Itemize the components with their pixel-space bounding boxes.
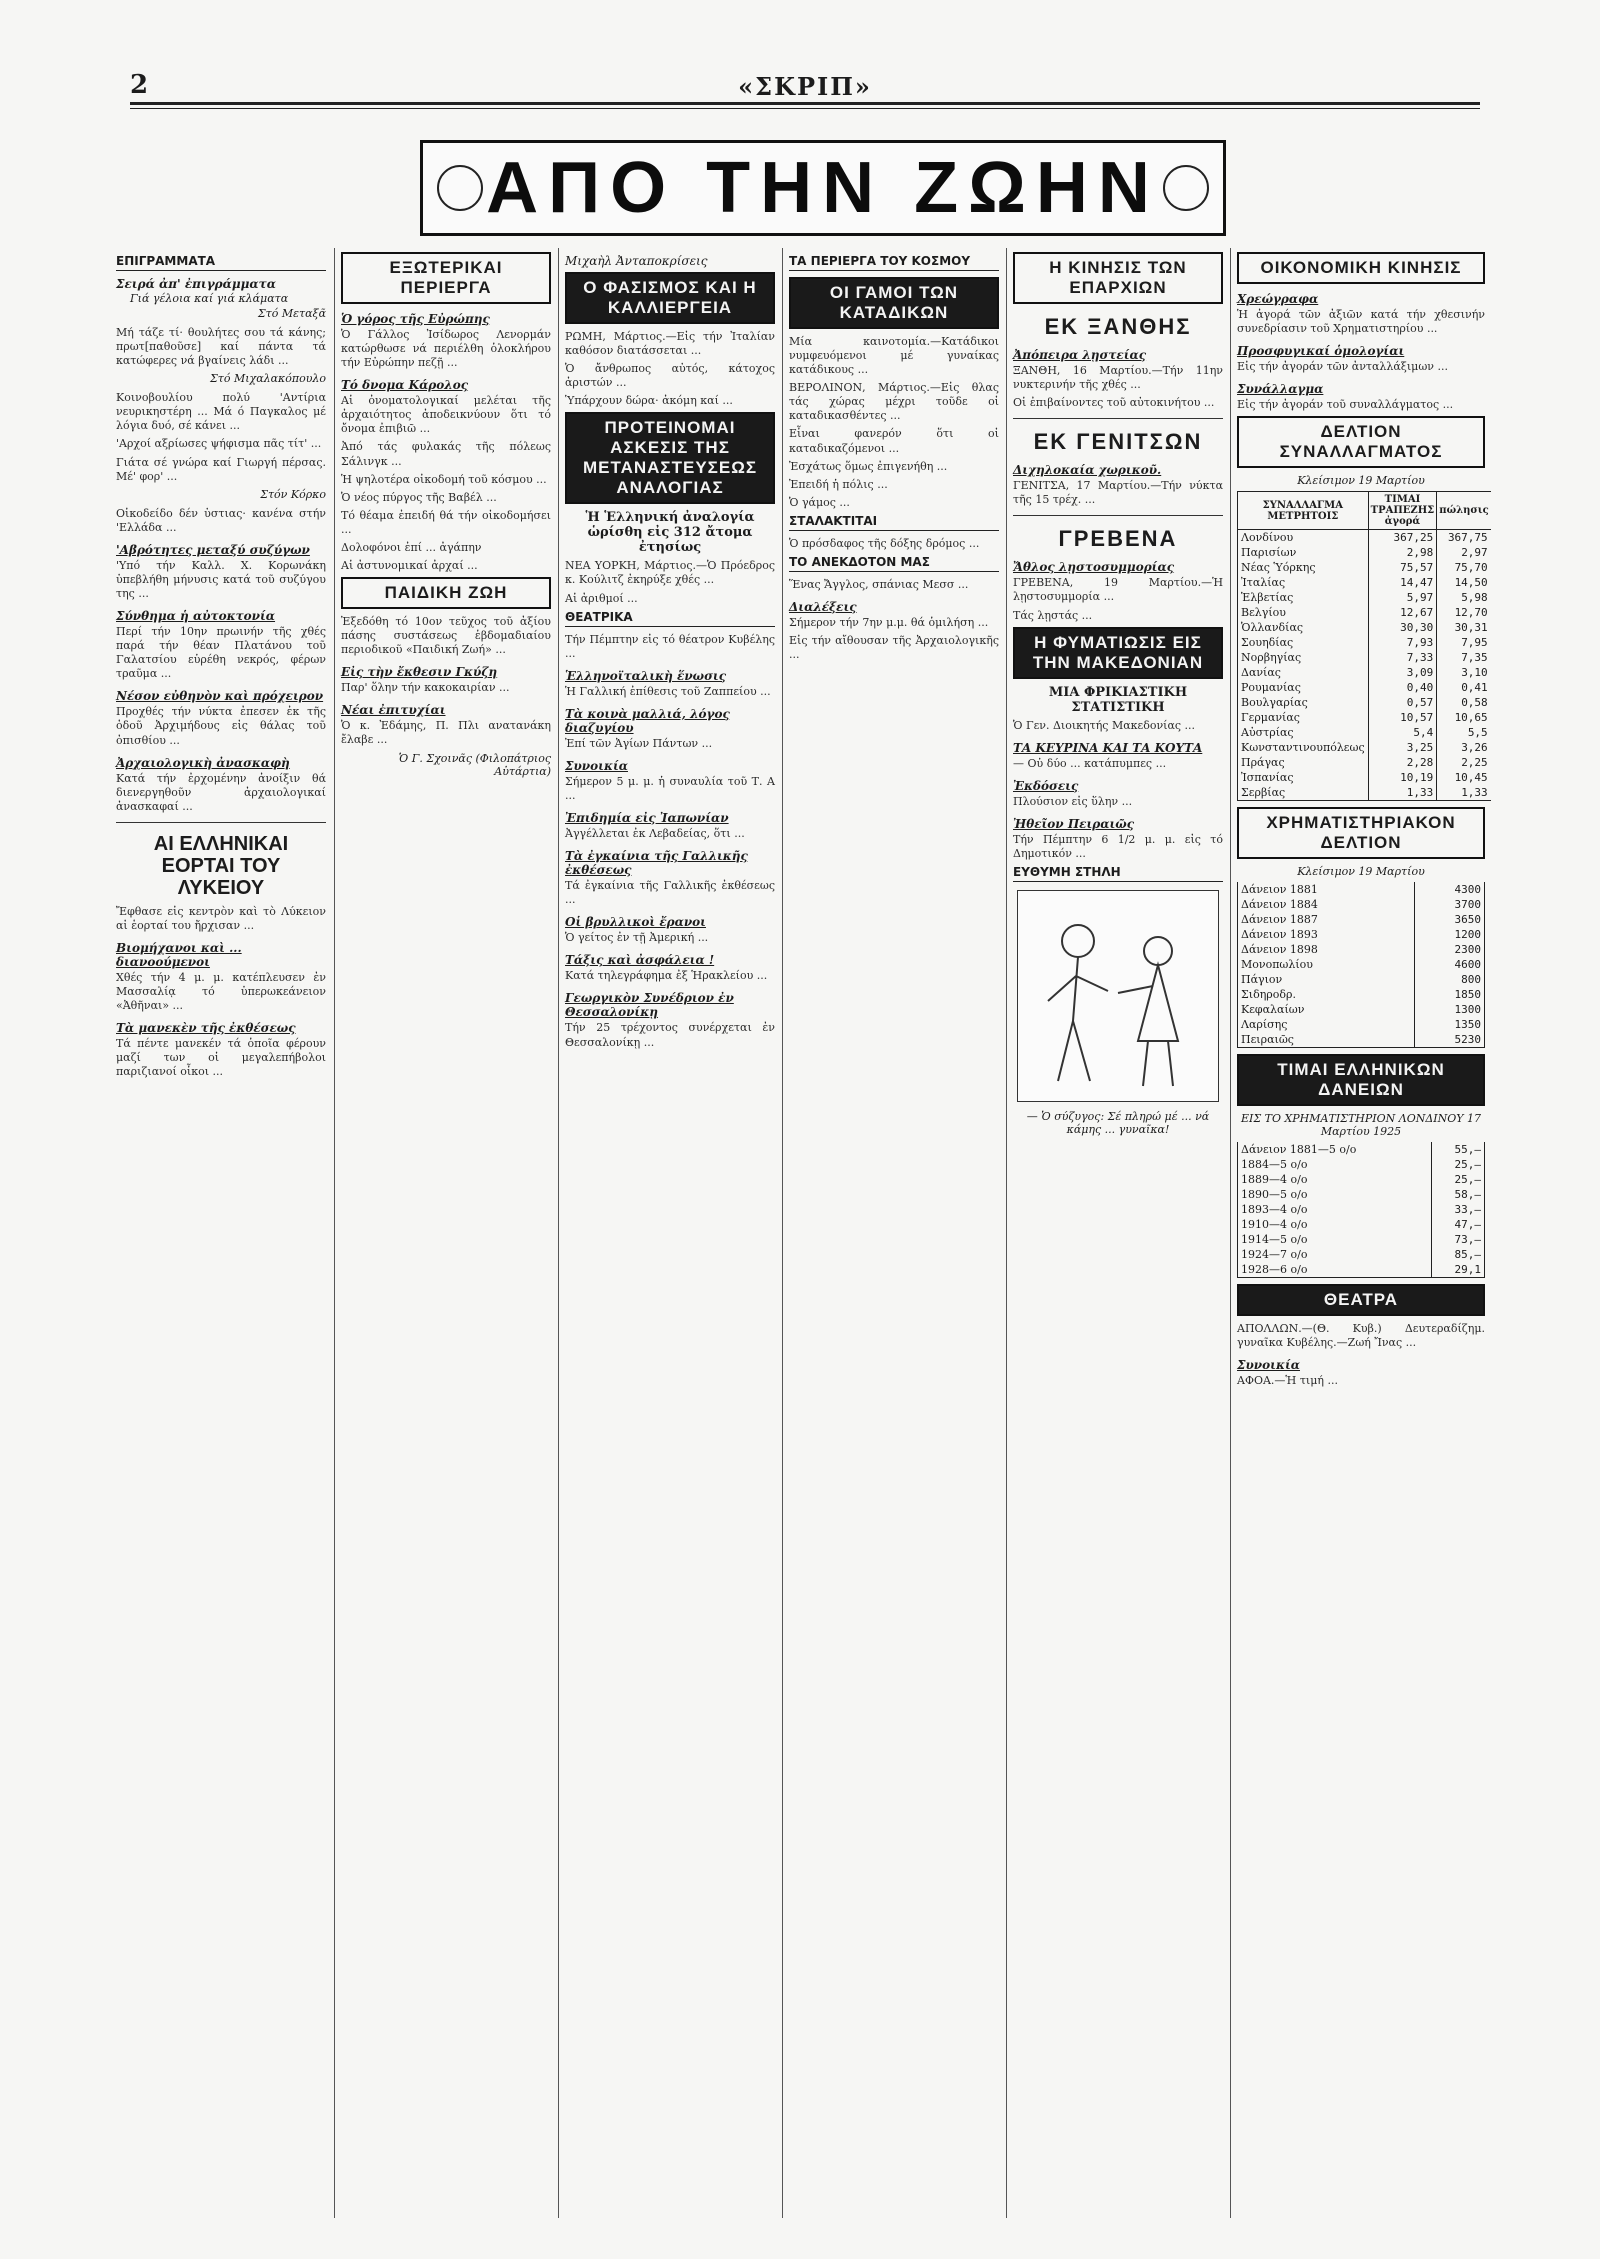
table-cell-value: 10,57 bbox=[1368, 710, 1437, 725]
table-cell-label: Κωνσταντινουπόλεως bbox=[1238, 740, 1369, 755]
table-cell-label: Λονδίνου bbox=[1238, 530, 1369, 546]
article-text: Παρ' ὅλην τήν κακοκαιρίαν ... bbox=[341, 681, 510, 695]
table-cell-value: 2300 bbox=[1414, 942, 1485, 957]
subheadline: ΜΙΑ ΦΡΙΚΙΑΣΤΙΚΗ ΣΤΑΤΙΣΤΙΚΗ bbox=[1048, 684, 1188, 715]
column-2 bbox=[334, 248, 557, 2218]
table-cell-value: 33,— bbox=[1431, 1202, 1484, 1217]
table-row bbox=[1238, 620, 1492, 635]
article-text: Οἱκοδείδο δέν ὑστιας· κανένα στήν 'Ελλάδα ... bbox=[116, 506, 326, 534]
table-cell-value: 2,28 bbox=[1368, 755, 1437, 770]
item-title: Συνοικία bbox=[1237, 1358, 1300, 1373]
column-5 bbox=[1006, 248, 1229, 2218]
item-title: Ἀπόπειρα λῃστείας bbox=[1013, 348, 1147, 362]
column-4 bbox=[782, 248, 1005, 2218]
place-heading: ΓΡΕΒΕΝΑ bbox=[1058, 526, 1178, 552]
table-cell-label: Δάνειον 1881 bbox=[1238, 882, 1415, 897]
table-row bbox=[1238, 680, 1492, 695]
article-text: Ὁ Γάλλος Ἰσίδωρος Λενορμάν κατώρθωσε νά περιέλθη ὁλοκλήρου τήν Εὐρώπην πεζῇ ... bbox=[341, 328, 551, 370]
cartoon-illustration bbox=[1017, 890, 1219, 1102]
table-cell-value: 14,47 bbox=[1368, 575, 1437, 590]
table-row bbox=[1238, 1142, 1485, 1157]
table-row bbox=[1238, 1262, 1485, 1278]
table-cell-label: 1889—4 ο/ο bbox=[1238, 1172, 1432, 1187]
article-text: Αἱ ἀστυνομικαί ἀρχαί ... bbox=[341, 559, 478, 573]
table-row bbox=[1238, 1187, 1485, 1202]
table-cell-value: 10,19 bbox=[1368, 770, 1437, 785]
banner-title: ΑΠΟ ΤΗΝ ΖΩΗΝ bbox=[486, 148, 1160, 228]
table-row bbox=[1238, 987, 1485, 1002]
table-row bbox=[1238, 560, 1492, 575]
table-cell-value: 30,30 bbox=[1368, 620, 1437, 635]
article-text: Ἔφθασε εἰς κεντρὸν καὶ τὸ Λύκειον αἱ ἑορταί του ἤρχισαν ... bbox=[116, 904, 326, 932]
table-cell-value: 1200 bbox=[1414, 927, 1485, 942]
headline: Η ΦΥΜΑΤΙΩΣΙΣ ΕΙΣ ΤΗΝ ΜΑΚΕΔΟΝΙΑΝ bbox=[1013, 627, 1223, 679]
table-row bbox=[1238, 1157, 1485, 1172]
table-cell-value: 5,97 bbox=[1368, 590, 1437, 605]
table-row bbox=[1238, 635, 1492, 650]
item-title: Διαλέξεις bbox=[789, 600, 857, 615]
section-banner bbox=[420, 140, 1226, 236]
article-text: Γιάτα σέ γνώρα καί Γιωργή πέρσας. Μέ' φορ' ... bbox=[116, 455, 326, 483]
article-text: Ὁ ἄνθρωπος αὐτός, κάτοχος ἀριστών ... bbox=[565, 362, 775, 390]
article-text: Ἕνας Ἄγγλος, σπάνιας Μεσσ ... bbox=[789, 577, 969, 591]
column-1 bbox=[110, 248, 332, 2218]
item-title: Χρεώγραφα bbox=[1237, 292, 1319, 306]
table-cell-label: Παρισίων bbox=[1238, 545, 1369, 560]
article-text: Ἡ ψηλοτέρα οἰκοδομή τοῦ κόσμου ... bbox=[341, 472, 547, 486]
table-cell-label: 1893—4 ο/ο bbox=[1238, 1202, 1432, 1217]
table-cell-label: Δάνειον 1898 bbox=[1238, 942, 1415, 957]
table-row bbox=[1238, 1172, 1485, 1187]
article-text: 'Αρχοί αξρίωσες ψήφισμα πᾶς τίτ' ... bbox=[116, 437, 322, 451]
item-title: Προσφυγικαί ὁμολογίαι bbox=[1237, 344, 1405, 359]
table-cell-value: 75,57 bbox=[1368, 560, 1437, 575]
table-cell-value: 5,98 bbox=[1437, 590, 1491, 605]
masthead-rule bbox=[130, 102, 1480, 105]
table-row bbox=[1238, 650, 1492, 665]
article-text: Εἰς τήν ἀγοράν τῶν ἀνταλλάξιμων ... bbox=[1237, 360, 1448, 374]
table-cell-value: 800 bbox=[1414, 972, 1485, 987]
table-row bbox=[1238, 882, 1485, 897]
item-title: Νέαι ἐπιτυχίαι bbox=[341, 703, 446, 718]
section-label: ΘΕΑΤΡΙΚΑ bbox=[565, 610, 775, 627]
article-text: Προχθές τήν νύκτα ἐπεσεν ἐκ τῆς ὁδοῦ Ἀρχιμήδους εἰς θάλας τοῦ ὀπισθίου ... bbox=[116, 705, 326, 747]
subheadline: Ἡ Ἑλληνική ἀναλογία ὡρίσθη εἰς 312 ἄτομα ἐτησίως bbox=[585, 510, 755, 556]
table-cell-value: 3,26 bbox=[1437, 740, 1491, 755]
article-text: Περί τήν 10ην πρωινήν τῆς χθές παρά τήν θέαν Πλατάνου τοῦ Γαλατσίου εὑρέθη νεκρός, φέρων τραῦμα ... bbox=[116, 625, 326, 681]
table-cell-value: 29,1 bbox=[1431, 1262, 1484, 1278]
table-cell-value: 1,33 bbox=[1368, 785, 1437, 801]
table-cell-label: Δανίας bbox=[1238, 665, 1369, 680]
boxed-heading: Η ΚΙΝΗΣΙΣ ΤΩΝ ΕΠΑΡΧΙΩΝ bbox=[1013, 252, 1223, 304]
article-text: Κατά τήν ἐρχομένην ἀνοίξιν θά διενεργηθοῦν ἀρχαιολογικαί ἀνασκαφαί ... bbox=[116, 771, 326, 813]
article-text: Σήμερον τήν 7ην μ.μ. θά ὁμιλήση ... bbox=[789, 616, 989, 630]
item-title: Σύνθημα ἡ αὐτοκτονία bbox=[116, 609, 276, 624]
table-header: ΣΥΝΑΛΛΑΓΜΑ ΜΕΤΡΗΤΟΙΣ bbox=[1238, 492, 1369, 530]
article-text: ΞΑΝΘΗ, 16 Μαρτίου.—Τήν 11ην νυκτερινήν τῆς χθές ... bbox=[1013, 364, 1223, 392]
table-cell-value: 2,97 bbox=[1437, 545, 1491, 560]
article-text: Ὁ νέος πύργος τῆς Βαβέλ ... bbox=[341, 490, 497, 504]
stock-table bbox=[1237, 882, 1485, 1048]
table-cell-value: 3,10 bbox=[1437, 665, 1491, 680]
article-text: ΑΠΟΛΛΩΝ.—(Θ. Κυβ.) Δευτεραδίζημ. γυναῖκα Κυβέλης.—Ζωή Ἴνας ... bbox=[1237, 1322, 1485, 1350]
item-title: Βιομήχανοι καὶ ... διανοούμενοι bbox=[116, 941, 242, 970]
table-cell-value: 0,58 bbox=[1437, 695, 1491, 710]
article-text: ΡΩΜΗ, Μάρτιος.—Εἰς τήν Ἰταλίαν καθόσον διατάσσεται ... bbox=[565, 330, 775, 358]
cartoon-caption: — Ὁ σύζυγος: Σέ πληρώ μέ ... νά κάμης ... γυναῖκα! bbox=[1026, 1110, 1210, 1137]
table-cell-value: 2,98 bbox=[1368, 545, 1437, 560]
table-cell-value: 58,— bbox=[1431, 1187, 1484, 1202]
article-text: Ἡ Γαλλική ἐπίθεσις τοῦ Ζαππείου ... bbox=[565, 684, 771, 698]
item-title: Τὰ ἐγκαίνια τῆς Γαλλικῆς ἐκθέσεως bbox=[565, 849, 748, 878]
article-text: ΝΕΑ ΥΟΡΚΗ, Μάρτιος.—Ὁ Πρόεδρος κ. Κούλιτζ ἐκηρύξε χθές ... bbox=[565, 559, 775, 587]
table-cell-label: 1910—4 ο/ο bbox=[1238, 1217, 1432, 1232]
table-row bbox=[1238, 605, 1492, 620]
article-text: Ὁ γείτος ἐν τῇ Ἀμερική ... bbox=[565, 931, 709, 945]
table-cell-value: 10,45 bbox=[1437, 770, 1491, 785]
epigram-attribution: Στό Μεταξᾶ bbox=[257, 307, 326, 320]
article-text: Τήν 25 τρέχοντος συνέρχεται ἐν Θεσσαλονίκῃ ... bbox=[565, 1021, 775, 1049]
table-cell-value: 10,65 bbox=[1437, 710, 1491, 725]
boxed-heading: ΟΙΚΟΝΟΜΙΚΗ ΚΙΝΗΣΙΣ bbox=[1237, 252, 1485, 284]
item-title: Ἑλληνοϊταλικὴ ἕνωσις bbox=[565, 668, 727, 683]
table-cell-label: Μονοπωλίου bbox=[1238, 957, 1415, 972]
table-row bbox=[1238, 770, 1492, 785]
table-cell-value: 3700 bbox=[1414, 897, 1485, 912]
loans-table bbox=[1237, 1142, 1485, 1278]
place-heading: ΕΚ ΞΑΝΘΗΣ bbox=[1044, 314, 1192, 339]
item-title: Ἐκδόσεις bbox=[1013, 778, 1079, 793]
article-text: Πλούσιον εἰς ὕλην ... bbox=[1013, 794, 1133, 808]
table-row bbox=[1238, 927, 1485, 942]
theatre-title: ΘΕΑΤΡΑ bbox=[1237, 1284, 1485, 1316]
table-cell-value: 85,— bbox=[1431, 1247, 1484, 1262]
article-text: Τάς λῃστάς ... bbox=[1013, 608, 1093, 622]
item-title: Ἠθεῖον Πειραιῶς bbox=[1013, 816, 1135, 831]
section-label: ΕΥΘΥΜΗ ΣΤΗΛΗ bbox=[1013, 865, 1223, 882]
table-cell-value: 12,70 bbox=[1437, 605, 1491, 620]
table-row bbox=[1238, 1202, 1485, 1217]
table-cell-label: Ἰσπανίας bbox=[1238, 770, 1369, 785]
table-cell-value: 14,50 bbox=[1437, 575, 1491, 590]
table-cell-value: 47,— bbox=[1431, 1217, 1484, 1232]
table-cell-label: Σουηδίας bbox=[1238, 635, 1369, 650]
table-cell-label: Πάγιον bbox=[1238, 972, 1415, 987]
article-text: Δολοφόνοι ἐπί ... ἀγάπην bbox=[341, 540, 482, 554]
item-title: Τό δνομα Κάρολος bbox=[341, 378, 469, 393]
gold-subtitle: ΕΙΣ ΤΟ ΧΡΗΜΑΤΙΣΤΗΡΙΟΝ ΛΟΝΔΙΝΟΥ 17 Μαρτίου 1925 bbox=[1240, 1112, 1482, 1139]
article-text: Ὁ Γεν. Διοικητής Μακεδονίας ... bbox=[1013, 718, 1196, 732]
table-row bbox=[1238, 972, 1485, 987]
table-row bbox=[1238, 1232, 1485, 1247]
table-cell-value: 2,25 bbox=[1437, 755, 1491, 770]
rates-title: ΔΕΛΤΙΟΝ ΣΥΝΑΛΛΑΓΜΑΤΟΣ bbox=[1237, 416, 1485, 468]
section-label: ΤΟ ΑΝΕΚΔΟΤΟΝ ΜΑΣ bbox=[789, 555, 999, 572]
table-cell-value: 3,25 bbox=[1368, 740, 1437, 755]
article-text: Τήν Πέμπτην 6 1/2 μ. μ. εἰς τό Δημοτικόν ... bbox=[1013, 832, 1223, 860]
table-cell-label: 1890—5 ο/ο bbox=[1238, 1187, 1432, 1202]
table-cell-value: 7,95 bbox=[1437, 635, 1491, 650]
table-cell-value: 4600 bbox=[1414, 957, 1485, 972]
boxed-heading: ΠΑΙΔΙΚΗ ΖΩΗ bbox=[341, 577, 551, 609]
rates-date: Κλείσιμον 19 Μαρτίου bbox=[1297, 474, 1425, 488]
table-cell-label: Ἑλβετίας bbox=[1238, 590, 1369, 605]
headline: ΑΙ ΕΛΛΗΝΙΚΑΙ ΕΟΡΤΑΙ ΤΟΥ ΛΥΚΕΙΟΥ bbox=[153, 832, 289, 899]
item-title: ΤΑ ΚΕΥΡΙΝΑ ΚΑΙ ΤΑ ΚΟΥΤΑ bbox=[1013, 740, 1203, 755]
article-text: Κατά τηλεγράφημα ἐξ Ἡρακλείου ... bbox=[565, 969, 768, 983]
column-6 bbox=[1230, 248, 1491, 2218]
stock-title: ΧΡΗΜΑΤΙΣΤΗΡΙΑΚΟΝ ΔΕΛΤΙΟΝ bbox=[1237, 807, 1485, 859]
table-cell-label: Σερβίας bbox=[1238, 785, 1369, 801]
table-header: ΤΙΜΑΙ ΤΡΑΠΕΖΗΣ ἀγορά bbox=[1368, 492, 1437, 530]
table-row bbox=[1238, 912, 1485, 927]
table-cell-label: Ρουμανίας bbox=[1238, 680, 1369, 695]
table-cell-value: 367,75 bbox=[1437, 530, 1491, 546]
item-title: Γεωργικὸν Συνέδριον ἐν Θεσσαλονίκῃ bbox=[565, 991, 734, 1020]
paper-name: «ΣΚΡΙΠ» bbox=[738, 72, 872, 101]
table-cell-value: 25,— bbox=[1431, 1157, 1484, 1172]
article-text: Εἰς τήν αἴθουσαν τῆς Ἀρχαιολογικῆς ... bbox=[789, 634, 999, 662]
table-row bbox=[1238, 1017, 1485, 1032]
table-cell-label: Γερμανίας bbox=[1238, 710, 1369, 725]
stock-date: Κλείσιμον 19 Μαρτίου bbox=[1297, 865, 1425, 879]
article-text: ΒΕΡΟΛΙΝΟΝ, Μάρτιος.—Εἰς θλας τάς χώρας μέχρι τοῦδε οἱ καταδικασθέντες ... bbox=[789, 381, 999, 423]
divider bbox=[1013, 515, 1223, 516]
article-text: Ὁ πρόσδαφος τῆς δόξης δρόμος ... bbox=[789, 536, 980, 550]
table-cell-label: 1928—6 ο/ο bbox=[1238, 1262, 1432, 1278]
table-cell-value: 0,40 bbox=[1368, 680, 1437, 695]
table-cell-value: 7,93 bbox=[1368, 635, 1437, 650]
item-title: Ἐπιδημία εἰς Ἰαπωνίαν bbox=[565, 811, 729, 826]
article-text: Κοινοβουλίου πολύ 'Αντίρια νευρικηστέρη ... Μά ό Παγκαλος μέ λόγια δυό, σέ κάνει ... bbox=[116, 391, 326, 433]
item-title: Τὰ μανεκὲν τῆς ἐκθέσεως bbox=[116, 1021, 296, 1036]
table-row bbox=[1238, 1002, 1485, 1017]
item-title: Ἀρχαιολογικὴ ἀνασκαφὴ bbox=[116, 755, 290, 770]
masthead bbox=[130, 70, 1480, 100]
article-text: Σήμερον 5 μ. μ. ἡ συναυλία τοῦ Τ. Α ... bbox=[565, 774, 775, 803]
table-cell-label: Νορβηγίας bbox=[1238, 650, 1369, 665]
headline: ΠΡΟΤΕΙΝΟΜΑΙ ΑΣΚΕΣΙΣ ΤΗΣ ΜΕΤΑΝΑΣΤΕΥΣΕΩΣ ΑΝΑΛΟΓΙΑΣ bbox=[565, 412, 775, 504]
table-cell-label: 1924—7 ο/ο bbox=[1238, 1247, 1432, 1262]
cartoon-drawing-icon bbox=[1018, 891, 1216, 1099]
masthead-rule-thin bbox=[130, 108, 1480, 109]
table-row bbox=[1238, 942, 1485, 957]
table-row bbox=[1238, 530, 1492, 546]
table-cell-value: 55,— bbox=[1431, 1142, 1484, 1157]
item-title: Ἄθλος λῃστοσυμμορίας bbox=[1013, 560, 1175, 575]
table-row bbox=[1238, 710, 1492, 725]
table-cell-label: Δάνειον 1887 bbox=[1238, 912, 1415, 927]
place-heading: ΕΚ ΓΕΝΙΤΣΩΝ bbox=[1033, 429, 1203, 455]
table-cell-label: Κεφαλαίων bbox=[1238, 1002, 1415, 1017]
epigram-attribution: Στό Μιχαλακόπουλο bbox=[209, 372, 326, 386]
table-cell-value: 5230 bbox=[1414, 1032, 1485, 1048]
table-cell-label: Νέας Ὑόρκης bbox=[1238, 560, 1369, 575]
table-row bbox=[1238, 695, 1492, 710]
table-row bbox=[1238, 1032, 1485, 1048]
article-text: ΓΡΕΒΕΝΑ, 19 Μαρτίου.—Ἡ λῃστοσυμμορία ... bbox=[1013, 576, 1223, 604]
divider bbox=[116, 822, 326, 823]
table-row bbox=[1238, 665, 1492, 680]
article-text: Ἐπειδή ἡ πόλις ... bbox=[789, 477, 888, 491]
item-title: Συνοικία bbox=[565, 758, 628, 773]
article-text: Μία καινοτομία.—Κατάδικοι νυμφευόμενοι μέ γυναίκας κατάδικους ... bbox=[789, 335, 999, 377]
table-cell-value: 12,67 bbox=[1368, 605, 1437, 620]
article-text: ΓΕΝΙΤΣΑ, 17 Μαρτίου.—Τήν νύκτα τῆς 15 τρέχ. ... bbox=[1013, 479, 1223, 507]
table-cell-value: 3650 bbox=[1414, 912, 1485, 927]
table-row bbox=[1238, 755, 1492, 770]
article-text: Ἐξεδόθη τό 10ον τεῦχος τοῦ ἀξίου πάσης συστάσεως ἑβδομαδιαίου περιοδικοῦ «Παιδική Ζωή» ... bbox=[341, 615, 551, 657]
table-row bbox=[1238, 725, 1492, 740]
table-row bbox=[1238, 1247, 1485, 1262]
article-text: Χθές τήν 4 μ. μ. κατέπλευσεν ἐν Μασσαλίᾳ τό ὑπερωκεάνειον «Ἀθῆναι» ... bbox=[116, 971, 326, 1013]
ornament-icon bbox=[437, 165, 483, 211]
table-cell-value: 4300 bbox=[1414, 882, 1485, 897]
table-cell-value: 73,— bbox=[1431, 1232, 1484, 1247]
epigram-title: Σειρά ἀπ' ἐπιγράμματα bbox=[116, 277, 276, 291]
table-cell-label: Πειραιῶς bbox=[1238, 1032, 1415, 1048]
table-cell-value: 0,41 bbox=[1437, 680, 1491, 695]
article-text: Ἀγγέλλεται ἐκ Λεβαδείας, ὅτι ... bbox=[565, 827, 745, 841]
article-text: Εἰς τήν ἀγοράν τοῦ συναλλάγματος ... bbox=[1237, 398, 1454, 412]
section-label: ΕΠΙΓΡΑΜΜΑΤΑ bbox=[116, 254, 326, 271]
table-cell-label: 1914—5 ο/ο bbox=[1238, 1232, 1432, 1247]
item-title: 'Αβρότητες μεταξύ συζύγων bbox=[116, 542, 310, 557]
epigram-attribution: Στόν Κόρκο bbox=[260, 487, 326, 501]
article-text: ΑΦΟΑ.—Ἡ τιμή ... bbox=[1237, 1374, 1338, 1388]
table-cell-value: 7,35 bbox=[1437, 650, 1491, 665]
table-row bbox=[1238, 897, 1485, 912]
headline: Ο ΦΑΣΙΣΜΟΣ ΚΑΙ Η ΚΑΛΛΙΕΡΓΕΙΑ bbox=[565, 272, 775, 324]
column-3 bbox=[558, 248, 781, 2218]
item-title: Νέσον εὐθηνὸν καὶ πρόχειρον bbox=[116, 689, 324, 704]
table-row bbox=[1238, 590, 1492, 605]
table-row bbox=[1238, 957, 1485, 972]
table-cell-value: 25,— bbox=[1431, 1172, 1484, 1187]
article-text: Ἐπί τῶν Ἀγίων Πάντων ... bbox=[565, 736, 713, 750]
table-cell-value: 7,33 bbox=[1368, 650, 1437, 665]
table-cell-label: Λαρίσης bbox=[1238, 1017, 1415, 1032]
article-text: Ἡ ἀγορά τῶν ἀξιῶν κατά τήν χθεσινήν συνεδρίασιν τοῦ Χρηματιστηρίου ... bbox=[1237, 308, 1485, 336]
article-text: Ὑπάρχουν δώρα· ἀκόμη καί ... bbox=[565, 394, 733, 408]
article-text: Τά πέντε μανεκέν τά ὁποῖα φέρουν μαζί των οἱ μεγαλεπήβολοι παριζιανοί οἶκοι ... bbox=[116, 1037, 326, 1079]
table-cell-label: Δάνειον 1881—5 ο/ο bbox=[1238, 1142, 1432, 1157]
table-cell-value: 5,5 bbox=[1437, 725, 1491, 740]
article-text: Ὁ γάμος ... bbox=[789, 495, 850, 509]
boxed-heading: ΕΞΩΤΕΡΙΚΑΙ ΠΕΡΙΕΡΓΑ bbox=[341, 252, 551, 304]
table-cell-value: 1350 bbox=[1414, 1017, 1485, 1032]
item-title: Τὰ κοινὰ μαλλιά, λόγος διαζυγίου bbox=[565, 706, 730, 735]
table-cell-value: 75,70 bbox=[1437, 560, 1491, 575]
table-cell-label: Βελγίου bbox=[1238, 605, 1369, 620]
headline: ΟΙ ΓΑΜΟΙ ΤΩΝ ΚΑΤΑΔΙΚΩΝ bbox=[789, 277, 999, 329]
item-title: Ὁ γόρος τῆς Εὐρώπης bbox=[341, 312, 490, 326]
article-text: — Οὐ δύο ... κατάπυμπες ... bbox=[1013, 756, 1167, 770]
epigram-line: Γιά γέλοια καί γιά κλάματα bbox=[130, 292, 289, 305]
table-cell-label: Δάνειον 1884 bbox=[1238, 897, 1415, 912]
table-row bbox=[1238, 575, 1492, 590]
table-cell-value: 30,31 bbox=[1437, 620, 1491, 635]
table-header: πώλησις bbox=[1437, 492, 1491, 530]
table-cell-value: 5,4 bbox=[1368, 725, 1437, 740]
table-cell-label: 1884—5 ο/ο bbox=[1238, 1157, 1432, 1172]
article-text: Οἱ ἐπιβαίνοντες τοῦ αὐτοκινήτου ... bbox=[1013, 396, 1215, 410]
article-text: Εἶναι φανερόν ὅτι οἱ καταδικαζόμενοι ... bbox=[789, 427, 999, 455]
table-cell-value: 1,33 bbox=[1437, 785, 1491, 801]
table-cell-label: Πράγας bbox=[1238, 755, 1369, 770]
article-text: Τήν Πέμπτην εἰς τό θέατρον Κυβέλης ... bbox=[565, 632, 775, 660]
article-text: Ἐσχάτως ὅμως ἐπιγενήθη ... bbox=[789, 459, 948, 473]
item-title: Διχηλοκαία χωρικοῦ. bbox=[1013, 463, 1162, 478]
byline: Μιχαὴλ Ἀνταποκρίσεις bbox=[565, 254, 708, 268]
section-label: ΤΑ ΠΕΡΙΕΡΓΑ ΤΟΥ ΚΟΣΜΟΥ bbox=[789, 254, 999, 271]
signature: Ὁ Γ. Σχοινᾶς (Φιλοπάτριος Αὐτάρτια) bbox=[398, 751, 551, 778]
article-text: Μή τάζε τί· θουλήτες σου τά κάνης; πρωτ[παθοῦσε] καί πάντα τά κατώφερες νά βγαίνεις λάδι ... bbox=[116, 326, 326, 368]
table-cell-value: 3,09 bbox=[1368, 665, 1437, 680]
table-cell-label: Σιδηροδρ. bbox=[1238, 987, 1415, 1002]
table-cell-value: 1850 bbox=[1414, 987, 1485, 1002]
columns bbox=[110, 248, 1510, 2218]
table-cell-label: Δάνειον 1893 bbox=[1238, 927, 1415, 942]
article-text: Αἱ ἀριθμοί ... bbox=[565, 591, 638, 605]
page-number: 2 bbox=[130, 70, 149, 100]
ornament-icon bbox=[1163, 165, 1209, 211]
article-text: Τό θέαμα ἐπειδή θά τήν οἰκοδομήσει ... bbox=[341, 508, 551, 536]
table-cell-value: 0,57 bbox=[1368, 695, 1437, 710]
article-text: Ὁ κ. Ἐδάμης, Π. Πλι ανατανάκη ἔλαβε ... bbox=[341, 719, 551, 747]
table-row bbox=[1238, 740, 1492, 755]
table-row bbox=[1238, 1217, 1485, 1232]
table-cell-label: Βουλγαρίας bbox=[1238, 695, 1369, 710]
table-cell-value: 1300 bbox=[1414, 1002, 1485, 1017]
article-text: Ἀπό τάς φυλακάς τῆς πόλεως Σάλινγκ ... bbox=[341, 440, 551, 468]
divider bbox=[1013, 418, 1223, 419]
table-cell-label: Ἰταλίας bbox=[1238, 575, 1369, 590]
item-title: Τάξις καὶ ἀσφάλεια ! bbox=[565, 953, 715, 968]
table-cell-label: Ὁλλανδίας bbox=[1238, 620, 1369, 635]
table-row bbox=[1238, 545, 1492, 560]
article-text: Αἱ ὀνοματολογικαί μελέται τῆς ἀρχαιότητος ἀποδεικνύουν ὅτι τό ὄνομα ἐπιβιῶ ... bbox=[341, 394, 551, 436]
item-title: Εἰς τὴν ἔκθεσιν Γκύζη bbox=[341, 665, 498, 680]
item-title: Συνάλλαγμα bbox=[1237, 382, 1324, 397]
gold-title: ΤΙΜΑΙ ΕΛΛΗΝΙΚΩΝ ΔΑΝΕΙΩΝ bbox=[1237, 1054, 1485, 1106]
item-title: Οἱ βρυλλικοὶ ἔρανοι bbox=[565, 915, 706, 930]
table-cell-value: 367,25 bbox=[1368, 530, 1437, 546]
table-cell-label: Αὐστρίας bbox=[1238, 725, 1369, 740]
exchange-rates-table bbox=[1237, 491, 1491, 801]
article-text: Τά ἐγκαίνια τῆς Γαλλικῆς ἐκθέσεως ... bbox=[565, 879, 775, 907]
table-row bbox=[1238, 785, 1492, 801]
article-text: 'Υπό τήν Καλλ. Χ. Κορωνάκη ὑπεβλήθη μήνυσις κατά τοῦ συζύγου της ... bbox=[116, 558, 326, 601]
section-label: ΣΤΑΛΑΚΤΙΤΑΙ bbox=[789, 514, 999, 531]
